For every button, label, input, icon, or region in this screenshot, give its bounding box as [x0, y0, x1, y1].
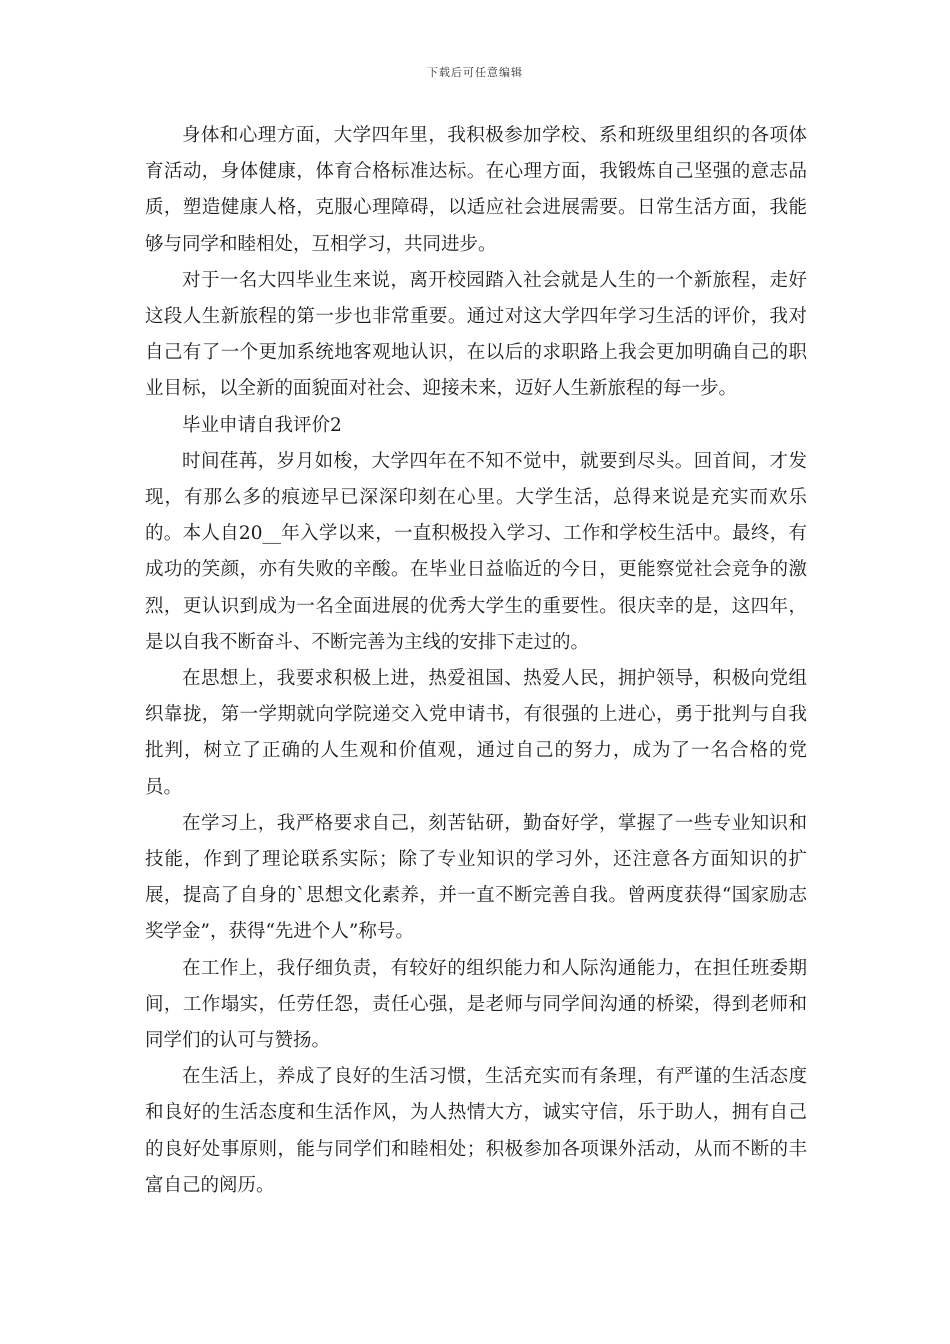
- paragraph-graduate-journey: 对于一名大四毕业生来说，离开校园踏入社会就是人生的一个新旅程，走好这段人生新旅程的第一步也非常重要。通过对这大学四年学习生活的评价，我对自己有了一个更加系统地客观地认识，在以后的求职路上我会更加明确自己的职业目标，以全新的面貌面对社会、迎接未来，迈好人生新旅程的每一步。: [145, 269, 807, 400]
- paragraph-time-passes: 时间荏苒，岁月如梭，大学四年在不知不觉中，就要到尽头。回首间，才发现，有那么多的痕迹早已深深印刻在心里。大学生活，总得来说是充实而欢乐的。本人自20__年入学以来，一直积极投入学习、工作和学校生活中。最终，有成功的笑颜，亦有失败的辛酸。在毕业日益临近的今日，更能察觉社会竞争的激烈，更认识到成为一名全面进展的优秀大学生的重要性。很庆幸的是，这四年，是以自我不断奋斗、不断完善为主线的安排下走过的。: [145, 450, 807, 653]
- document-body: [145, 118, 807, 1204]
- paragraph-work: 在工作上，我仔细负责，有较好的组织能力和人际沟通能力，在担任班委期间，工作塌实，任劳任怨，责任心强，是老师与同学间沟通的桥梁，得到老师和同学们的认可与赞扬。: [145, 957, 807, 1052]
- paragraph-study: 在学习上，我严格要求自己，刻苦钻研，勤奋好学，掌握了一些专业知识和技能，作到了理论联系实际；除了专业知识的学习外，还注意各方面知识的扩展，提高了自身的`思想文化素养，并一直不断完善自我。曾两度获得“国家励志奖学金”，获得“先进个人”称号。: [145, 812, 807, 943]
- paragraph-life: 在生活上，养成了良好的生活习惯，生活充实而有条理，有严谨的生活态度和良好的生活态度和生活作风，为人热情大方，诚实守信，乐于助人，拥有自己的良好处事原则，能与同学们和睦相处；积极参加各项课外活动，从而不断的丰富自己的阅历。: [145, 1066, 807, 1196]
- page-header: 下载后可任意编辑: [427, 66, 523, 79]
- paragraph-physical-mental: 身体和心理方面，大学四年里，我积极参加学校、系和班级里组织的各项体育活动，身体健康，体育合格标准达标。在心理方面，我锻炼自己坚强的意志品质，塑造健康人格，克服心理障碍，以适应社会进展需要。日常生活方面，我能够与同学和睦相处，互相学习，共同进步。: [145, 125, 807, 255]
- paragraph-ideology: 在思想上，我要求积极上进，热爱祖国、热爱人民，拥护领导，积极向党组织靠拢，第一学期就向学院递交入党申请书，有很强的上进心，勇于批判与自我批判，树立了正确的人生观和价值观，通过自己的努力，成为了一名合格的党员。: [145, 668, 807, 798]
- section-heading: 毕业申请自我评价2: [182, 414, 342, 436]
